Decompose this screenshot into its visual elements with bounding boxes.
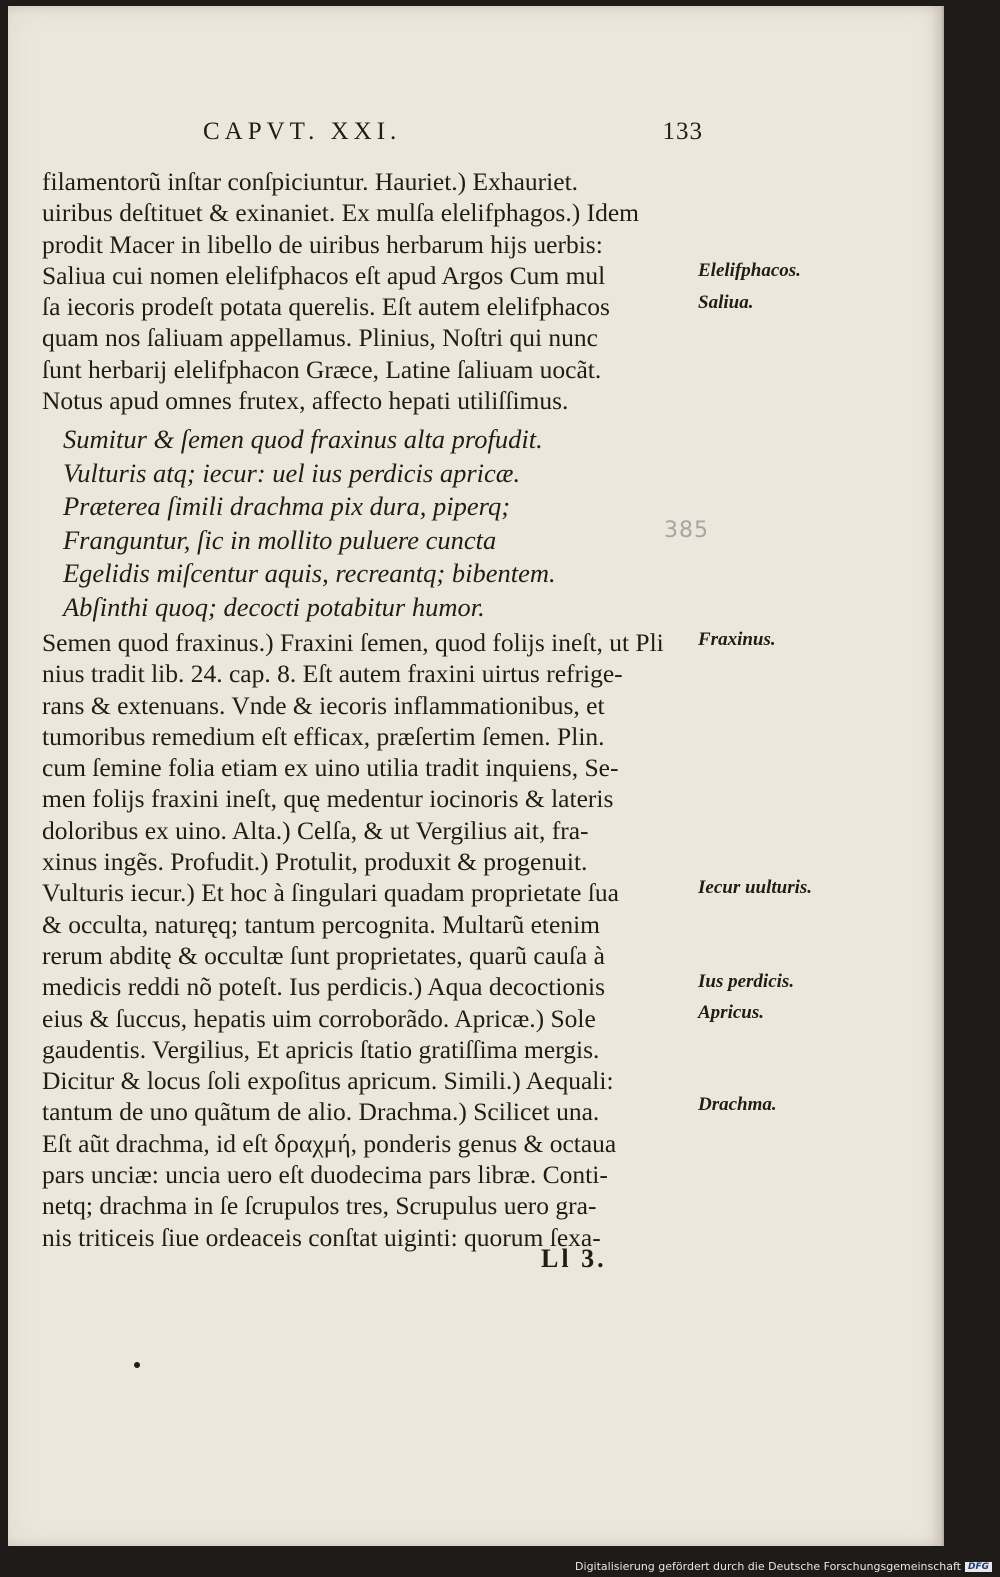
ink-dot bbox=[134, 1362, 140, 1368]
text-line: tumoribus remedium eſt efficax, præſertim ſemen. Plin. bbox=[42, 721, 605, 751]
margin-note-elelisphacos: Elelifphacos. bbox=[698, 260, 801, 281]
text-line: eius & ſuccus, hepatis uim corroborãdo. Apricæ.) Sole bbox=[42, 1003, 596, 1033]
text-line: Saliua cui nomen elelifphacos eſt apud Argos Cum mul bbox=[42, 260, 606, 290]
verse-line: Sumitur & ſemen quod fraxinus alta profudit. bbox=[63, 424, 543, 454]
text-line: medicis reddi nõ poteſt. Ius perdicis.) Aqua decoctionis bbox=[42, 972, 605, 1002]
text-line: Semen quod fraxinus.) Fraxini ſemen, quod folĳs ineſt, ut Pli bbox=[42, 628, 664, 657]
commentary-paragraph-1 bbox=[42, 166, 702, 416]
text-line: rerum abditę & occultæ ſunt proprietates, quarũ cauſa à bbox=[42, 940, 605, 970]
margin-note-iecur-vulturis: Iecur uulturis. bbox=[698, 877, 813, 898]
text-line: gaudentis. Vergilius, Et apricis ſtatio gratiſſima mergis. bbox=[42, 1034, 600, 1064]
text-line: xinus ingẽs. Profudit.) Protulit, produxit & progenuit. bbox=[42, 847, 588, 877]
verse-line: Egelidis miſcentur aquis, recreantq; bibentem. bbox=[63, 558, 556, 588]
text-line: & occulta, naturęq; tantum percognita. Multarũ etenim bbox=[42, 909, 600, 939]
text-line: ſa iecoris prodeſt potata querelis. Eſt autem elelifphacos bbox=[42, 292, 610, 322]
text-line: Vulturis iecur.) Et hoc à ſingulari quadam proprietate ſua bbox=[42, 878, 619, 908]
running-header bbox=[203, 118, 703, 146]
handwritten-verse-number: 385 bbox=[664, 518, 709, 543]
margin-note-ius-perdicis: Ius perdicis. bbox=[698, 971, 795, 992]
text-line: Dicitur & locus ſoli expoſitus apricum. Simili.) Aequali: bbox=[42, 1066, 614, 1096]
text-line: Eſt aũt drachma, id eſt δραχμή, ponderis genus & octaua bbox=[42, 1128, 617, 1158]
text-line: netq; drachma in ſe ſcrupulos tres, Scrupulus uero gra- bbox=[42, 1191, 597, 1221]
margin-note-saliua: Saliua. bbox=[698, 292, 754, 313]
text-line: uiribus deſtituet & exinaniet. Ex mulſa elelifphagos.) Idem bbox=[42, 198, 639, 228]
text-line: rans & extenuans. Vnde & iecoris inflammationibus, et bbox=[42, 690, 605, 720]
text-line: men folĳs fraxini ineſt, quę medentur iocinoris & lateris bbox=[42, 784, 614, 814]
text-line: quam nos ſaliuam appellamus. Plinius, Noſtri qui nunc bbox=[42, 323, 598, 353]
text-line: Notus apud omnes frutex, affecto hepati utiliſſimus. bbox=[42, 386, 569, 416]
text-line: cum ſemine folia etiam ex uino utilia tradit inquiens, Se- bbox=[42, 753, 619, 783]
text-line: tantum de uno quãtum de alio. Drachma.) Scilicet una. bbox=[42, 1097, 600, 1127]
verse-line: Vulturis atq; iecur: uel ius perdicis apricæ. bbox=[63, 457, 521, 488]
text-line: ſunt herbarĳ elelifphacon Græce, Latine ſaliuam uocãt. bbox=[42, 354, 602, 384]
poem-verses bbox=[63, 423, 703, 624]
verse-line: Franguntur, ſic in mollito puluere cuncta bbox=[63, 524, 497, 555]
digitization-footer bbox=[575, 1560, 992, 1573]
margin-note-apricus: Apricus. bbox=[698, 1002, 764, 1023]
text-line: filamentorũ inſtar conſpiciuntur. Hauriet.) Exhauriet. bbox=[42, 167, 579, 196]
verse-line: Abſinthi quoq; decocti potabitur humor. bbox=[63, 591, 485, 622]
text-line: nis triticeis ſiue ordeaceis conſtat uiginti: quorum ſexa- bbox=[42, 1222, 601, 1252]
margin-note-fraxinus: Fraxinus. bbox=[698, 629, 776, 650]
text-line: doloribus ex uino. Alta.) Celſa, & ut Vergilius ait, fra- bbox=[42, 815, 589, 845]
text-line: nius tradit lib. 24. cap. 8. Eſt autem fraxini uirtus refrige- bbox=[42, 659, 623, 689]
commentary-paragraph-2 bbox=[42, 627, 702, 1253]
verse-line: Præterea ſimili drachma pix dura, piperq; bbox=[63, 491, 511, 521]
text-line: prodit Macer in libello de uiribus herbarum hĳs uerbis: bbox=[42, 229, 603, 259]
footer-credit: Digitalisierung gefördert durch die Deutsche Forschungsgemeinschaft bbox=[575, 1560, 961, 1573]
text-line: pars unciæ: uncia uero eſt duodecima pars libræ. Conti- bbox=[42, 1160, 608, 1190]
dfg-logo-icon: DFG bbox=[965, 1562, 992, 1572]
page-folio: 133 bbox=[662, 118, 703, 145]
book-page bbox=[8, 6, 944, 1546]
running-head-title: CAPVT. XXI. bbox=[203, 118, 402, 145]
margin-note-drachma: Drachma. bbox=[698, 1094, 777, 1115]
signature-mark: Ll 3. bbox=[541, 1244, 607, 1273]
